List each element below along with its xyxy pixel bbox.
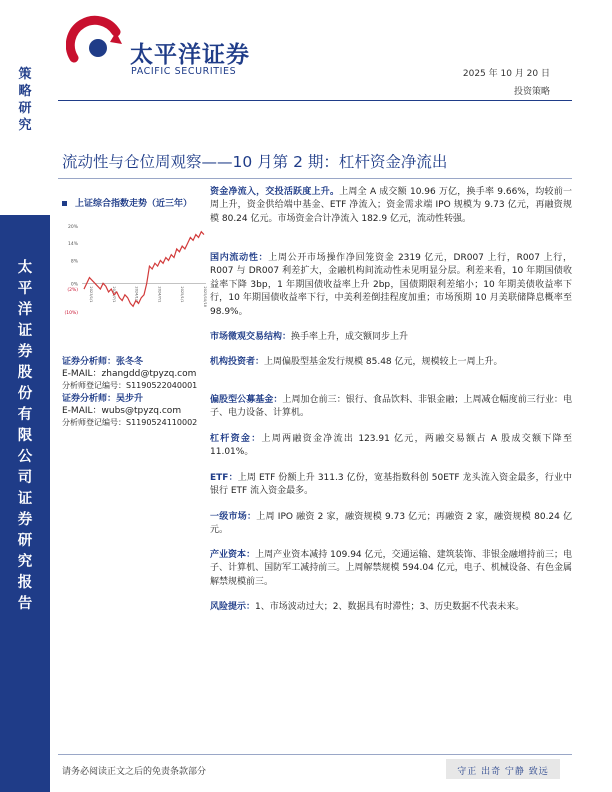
paragraph-institutional [210,356,572,369]
paragraph-key: 市场微观交易结构： [210,332,292,342]
x-tick-label: 2025/1/1 [180,286,185,303]
paragraph-fund-flow [210,186,572,226]
x-tick-label: 2024/1/1 [134,286,139,303]
paragraph-key: 机构投资者： [210,357,265,367]
y-tick-label: 0% [70,282,78,288]
chart-title-text: 上证综合指数走势（近三年） [75,199,193,209]
x-tick-label: 2024/7/1 [157,286,162,303]
paragraph-key: 杠杆资金： [210,434,262,444]
footer-divider [58,754,572,755]
index-trend-chart [60,218,210,318]
reg-label: 分析师登记编号： [62,418,126,427]
paragraph-key: 产业资本： [210,550,256,560]
paragraph-industrial-capital [210,549,572,589]
disclaimer-note: 请务必阅读正文之后的免责条款部分 [62,767,207,777]
report-type: 投资策略 [513,87,550,97]
paragraph-key: 一级市场： [210,512,257,522]
paragraph-key: 资金净流入，交投活跃度上升。 [210,187,340,197]
paragraph-key: 风险提示： [210,602,256,612]
header-divider [58,100,572,101]
paragraph-key: ETF： [210,473,238,483]
analyst-reg-no: S1190524110002 [126,418,198,427]
y-tick-label: 8% [70,259,78,265]
analyst-email[interactable]: wubs@tpyzq.com [101,406,182,416]
paragraph-risk-warning [210,601,572,614]
report-date: 2025 年 10 月 20 日 [462,69,550,79]
analyst-reg-no: S1190522040001 [126,381,198,390]
analyst-name: 吴步升 [116,394,144,404]
x-tick-label: 2025/10/18 [203,286,207,308]
analyst-block-2 [62,393,197,429]
paragraph-market-structure [210,331,572,344]
y-tick-label: 14% [67,242,78,248]
paragraph-primary-market [210,511,572,538]
paragraph-key: 偏股型公募基金： [210,395,283,405]
analyst-label: 证券分析师： [62,394,117,404]
paragraph-text: 1、市场波动过大；2、数据具有时滞性；3、历史数据不代表未来。 [255,602,525,612]
series-line [84,232,204,307]
email-label: E-MAIL： [62,406,102,416]
report-title: 流动性与仓位周观察——10 月第 2 期：杠杆资金净流出 [62,153,448,171]
paragraph-etf [210,472,572,499]
paragraph-text: 上周两融资金净流出 123.91 亿元，两融交易额占 A 股成交额下降至 11.01%。 [210,434,572,458]
y-tick-label: (2%) [67,288,78,294]
paragraph-text: 换手率上升，成交额同步上升 [291,332,409,342]
sidebar-category-label: 策略研究 [18,67,32,133]
paragraph-text: 上周加仓前三：银行、食品饮料、非银金融；上周减仓幅度前三行业：电子、电力设备、计算机。 [210,395,572,419]
paragraph-text: 上周产业资本减持 109.94 亿元，交通运输、建筑装饰、非银金融增持前三；电子、计算机、国防军工减持前三。上周解禁规模 594.04 亿元，电子、机械设备、有色金属解禁规模前三。 [210,550,572,587]
y-tick-label: 20% [67,225,78,230]
chart-title [62,196,192,209]
title-divider [58,178,572,179]
paragraph-text: 上周 ETF 份额上升 311.3 亿份，宽基指数科创 50ETF 龙头流入资金最多，行业中银行 ETF 流入资金最多。 [210,473,572,497]
reg-label: 分析师登记编号： [62,381,126,390]
paragraph-equity-funds [210,394,572,421]
x-tick-label: 2023/7/1 [111,286,116,303]
x-tick-label: 2023/1/1 [89,286,93,303]
brand-name-cn: 太平洋证券 [130,42,250,68]
paragraph-leverage [210,433,572,460]
bullet-square-icon [62,201,67,206]
analyst-name: 张冬冬 [116,357,144,367]
analyst-block-1 [62,356,197,392]
paragraph-key: 国内流动性： [210,253,269,263]
paragraph-text: 上周公开市场操作净回笼资金 2319 亿元，DR007 上行，R007 上行，R007 与 DR007 利差扩大，金融机构间流动性未见明显分层。利差来看，10 年期国债收益率下降 3bp，1 年期国债收益率上升 2bp，国债期限利差缩小；10 年期美债收益率下行，10 年期国债收益率下行，中美利差倒挂程度加重；市场预期 10 月美联储降息概率至 98.9%。 [210,253,572,317]
paragraph-text: 上周偏股型基金发行规模 85.48 亿元，规模较上一周上升。 [264,357,503,367]
paragraph-text: 上周 IPO 融资 2 家，融资规模 9.73 亿元；再融资 2 家，融资规模 80.24 亿元。 [210,512,572,536]
analyst-label: 证券分析师： [62,357,117,367]
y-tick-label: (10%) [64,311,78,316]
paragraph-text: 上周全 A 成交额 10.96 万亿，换手率 9.66%，均较前一周上升，资金供给端中基金、ETF 净流入；资金需求端 IPO 规模为 9.73 亿元，再融资规模 80.24 亿元。市场资金合计净流入 182.9 亿元，流动性转强。 [210,187,572,224]
analyst-email[interactable]: zhangdd@tpyzq.com [101,369,197,379]
brand-name-en: PACIFIC SECURITIES [131,66,237,77]
motto-text: 守正 出奇 宁静 致远 [457,767,549,777]
email-label: E-MAIL： [62,369,102,379]
paragraph-domestic-liquidity [210,252,572,319]
sidebar-company-label: 太平洋证券股份有限公司证券研究报告 [17,260,33,612]
logo-icon [66,14,128,76]
